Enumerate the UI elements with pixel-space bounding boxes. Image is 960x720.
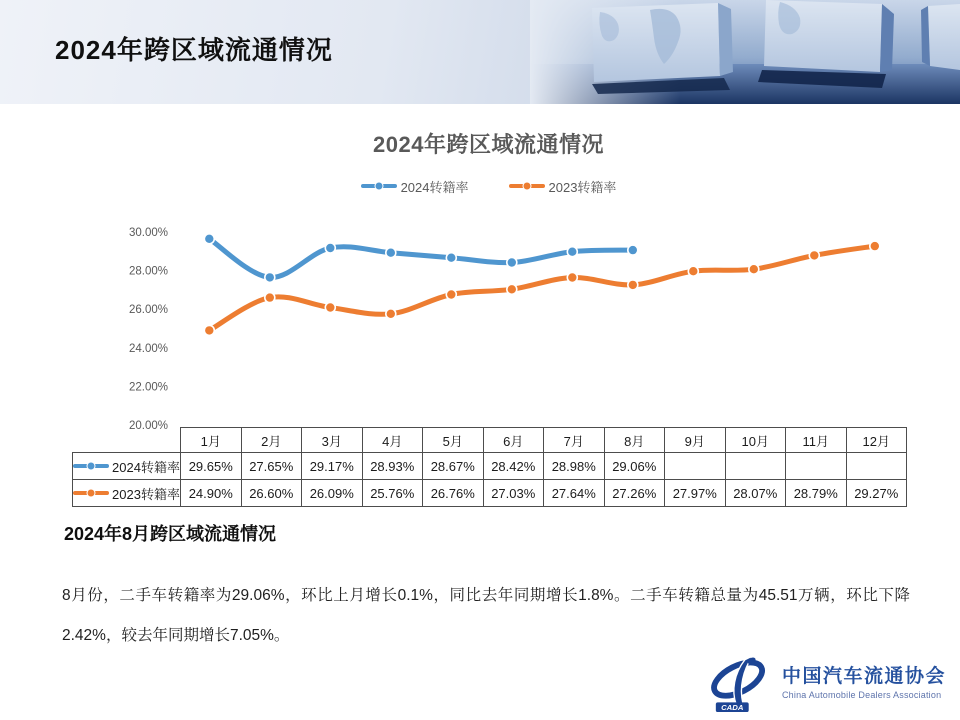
y-axis-tick-label: 26.00% (128, 304, 168, 317)
month-header-cell: 10月 (725, 428, 786, 453)
summary-heading: 2024年8月跨区域流通情况 (64, 524, 277, 544)
data-point-marker (567, 247, 577, 257)
data-point-marker (446, 290, 456, 300)
data-point-marker (265, 272, 275, 282)
month-header-cell: 5月 (423, 428, 484, 453)
y-axis-tick-label: 24.00% (128, 342, 168, 355)
value-cell: 25.76% (362, 480, 423, 507)
month-header-cell: 9月 (665, 428, 726, 453)
chart-legend (72, 177, 905, 195)
data-point-marker (809, 250, 819, 260)
cada-name-en: China Automobile Dealers Association (781, 690, 942, 700)
table-corner-cell (73, 428, 181, 453)
y-axis-tick-label: 22.00% (128, 381, 168, 394)
value-cell: 28.79% (786, 480, 847, 507)
value-cell: 28.42% (483, 453, 544, 480)
series-row-header (73, 453, 181, 480)
series-line (209, 239, 633, 278)
value-cell: 28.67% (423, 453, 484, 480)
value-cell: 27.03% (483, 480, 544, 507)
table-header-row (73, 428, 907, 453)
data-point-marker (386, 248, 396, 258)
legend-item (509, 177, 617, 196)
data-point-marker (749, 264, 759, 274)
month-header-cell: 2月 (241, 428, 302, 453)
legend-key-icon (361, 181, 397, 191)
value-cell: 26.09% (302, 480, 363, 507)
value-cell (725, 453, 786, 480)
table-row (73, 453, 907, 480)
data-point-marker (507, 284, 517, 294)
month-header-cell: 6月 (483, 428, 544, 453)
value-cell (665, 453, 726, 480)
series-row-header (73, 480, 181, 507)
data-point-marker (446, 253, 456, 263)
month-header-cell: 1月 (181, 428, 242, 453)
data-point-marker (204, 234, 214, 244)
data-point-marker (325, 243, 335, 253)
month-header-cell: 3月 (302, 428, 363, 453)
value-cell: 29.17% (302, 453, 363, 480)
value-cell: 29.27% (846, 480, 907, 507)
value-cell: 27.64% (544, 480, 605, 507)
table-row (73, 480, 907, 507)
series-name: 2023转籍率 (112, 486, 180, 502)
header-banner (0, 0, 960, 104)
value-cell: 28.98% (544, 453, 605, 480)
value-cell: 26.60% (241, 480, 302, 507)
cada-name-cn: 中国汽车流通协会 (781, 666, 946, 687)
value-cell: 28.07% (725, 480, 786, 507)
data-point-marker (325, 303, 335, 313)
value-cell (846, 453, 907, 480)
legend-key-icon (73, 461, 109, 471)
month-header-cell: 8月 (604, 428, 665, 453)
value-cell: 29.06% (604, 453, 665, 480)
value-cell: 27.26% (604, 480, 665, 507)
data-point-marker (870, 241, 880, 251)
data-point-marker (265, 293, 275, 303)
value-cell: 27.65% (241, 453, 302, 480)
legend-key-icon (73, 488, 109, 498)
value-cell: 26.76% (423, 480, 484, 507)
legend-label: 2024转籍率 (400, 179, 469, 195)
series-name: 2024转籍率 (112, 459, 180, 475)
legend-key-icon (509, 181, 545, 191)
month-header-cell: 12月 (846, 428, 907, 453)
data-point-marker (628, 245, 638, 255)
y-axis-tick-label: 28.00% (128, 265, 168, 278)
cada-logo-text (782, 665, 946, 701)
summary-paragraph: 8月份，二手车转籍率为29.06%，环比上月增长0.1%，同比去年同期增长1.8%。二手车转籍总量为45.51万辆，环比下降2.42%，较去年同期增长7.05%。 (62, 587, 910, 644)
series-line (209, 246, 875, 330)
value-cell: 24.90% (181, 480, 242, 507)
data-point-marker (688, 266, 698, 276)
y-axis-tick-label: 30.00% (128, 227, 168, 239)
value-cell: 29.65% (181, 453, 242, 480)
data-point-marker (204, 325, 214, 335)
slide-title: 2024年跨区域流通情况 (55, 35, 333, 65)
month-header-cell: 4月 (362, 428, 423, 453)
cada-emblem-icon (706, 654, 774, 712)
month-header-cell: 11月 (786, 428, 847, 453)
cada-emblem-text: CADA (721, 703, 744, 712)
data-point-marker (386, 309, 396, 319)
value-cell: 27.97% (665, 480, 726, 507)
chart-title: 2024年跨区域流通情况 (373, 132, 604, 157)
legend-label: 2023转籍率 (548, 179, 617, 195)
globe-cubes-image (530, 0, 960, 104)
y-axis-tick-label: 20.00% (128, 420, 168, 432)
data-point-marker (628, 280, 638, 290)
data-point-marker (507, 258, 517, 268)
data-point-marker (567, 273, 577, 283)
cada-logo (706, 654, 946, 712)
chart-data-table (72, 427, 907, 507)
legend-item (361, 177, 469, 196)
month-header-cell: 7月 (544, 428, 605, 453)
value-cell (786, 453, 847, 480)
value-cell: 28.93% (362, 453, 423, 480)
